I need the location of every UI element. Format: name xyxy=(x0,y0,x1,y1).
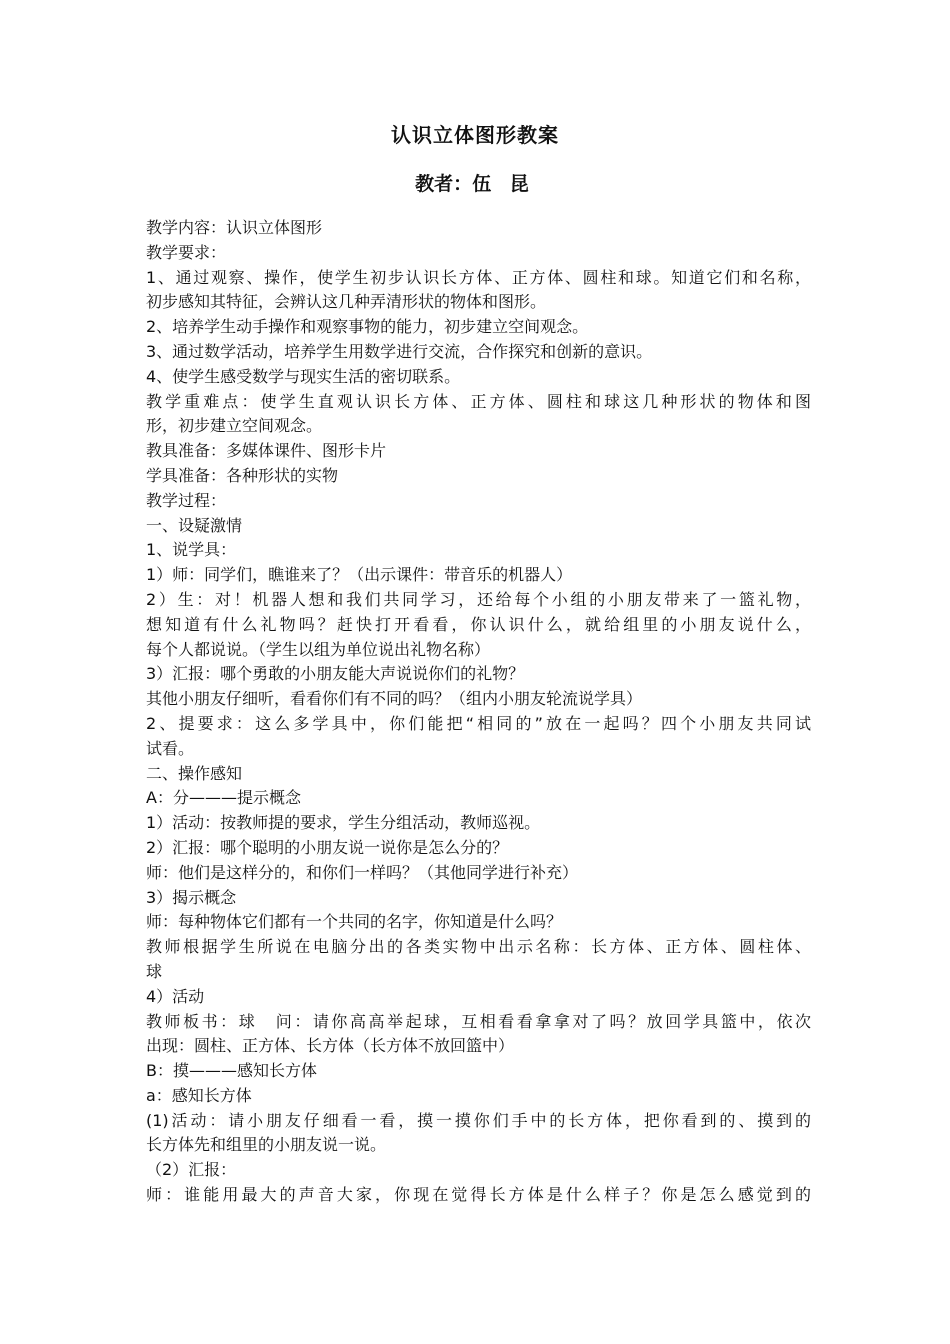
text-line: 师：他们是这样分的，和你们一样吗？（其他同学进行补充） xyxy=(146,862,579,882)
text-line: 想知道有什么礼物吗？赶快打开看看，你认识什么，就给组里的小朋友说什么， xyxy=(146,614,811,634)
text-line: 师：谁能用最大的声音大家，你现在觉得长方体是什么样子？你是怎么感觉到的 xyxy=(146,1185,811,1205)
text-line: 教学内容：认识立体图形 xyxy=(146,218,323,237)
text-line: (1)活动：请小朋友仔细看一看，摸一摸你们手中的长方体，把你看到的、摸到的 xyxy=(146,1110,811,1130)
text-line: 2、提要求：这么多学具中，你们能把“相同的”放在一起吗？四个小朋友共同试 xyxy=(146,713,811,733)
document-title: 认识立体图形教案 xyxy=(391,123,559,147)
text-line: （2）汇报： xyxy=(146,1160,237,1180)
text-line: 初步感知其特征，会辨认这几种弄清形状的物体和图形。 xyxy=(146,292,547,312)
text-line: 二、操作感知 xyxy=(146,763,243,783)
text-line: 3）汇报：哪个勇敢的小朋友能大声说说你们的礼物？ xyxy=(146,664,525,684)
text-line: 形，初步建立空间观念。 xyxy=(146,416,323,436)
text-line: 球 xyxy=(146,961,163,981)
text-line: 教师根据学生所说在电脑分出的各类实物中出示名称：长方体、正方体、圆柱体、 xyxy=(146,937,811,957)
text-line: 长方体先和组里的小朋友说一说。 xyxy=(146,1135,387,1155)
text-line: 教学要求： xyxy=(146,242,227,262)
text-line: 1、通过观察、操作，使学生初步认识长方体、正方体、圆柱和球。知道它们和名称， xyxy=(146,267,811,287)
text-line: 4、使学生感受数学与现实生活的密切联系。 xyxy=(146,366,461,386)
text-line: 教具准备：多媒体课件、图形卡片 xyxy=(146,441,387,461)
text-line: 学具准备：各种形状的实物 xyxy=(146,465,339,485)
text-line: 1）师：同学们，瞧谁来了？（出示课件：带音乐的机器人） xyxy=(146,565,573,585)
author-name: 伍 昆 xyxy=(472,173,535,195)
text-line: 一、设疑激情 xyxy=(146,515,243,535)
text-line: 教学过程： xyxy=(146,490,227,510)
text-line: 1）活动：按教师提的要求，学生分组活动，教师巡视。 xyxy=(146,813,541,833)
text-line: 试看。 xyxy=(146,738,195,758)
text-line: 2）汇报：哪个聪明的小朋友说一说你是怎么分的？ xyxy=(146,837,509,857)
text-line: 每个人都说说。（学生以组为单位说出礼物名称） xyxy=(146,639,491,659)
text-line: 其他小朋友仔细听，看看你们有不同的吗？（组内小朋友轮流说学具） xyxy=(146,689,643,709)
text-line: 3）揭示概念 xyxy=(146,887,237,907)
text-line: 1、说学具： xyxy=(146,540,237,560)
text-line: 3、通过数学活动，培养学生用数学进行交流，合作探究和创新的意识。 xyxy=(146,341,653,361)
author-line xyxy=(0,170,950,198)
text-line: a：感知长方体 xyxy=(146,1085,252,1105)
text-line: A：分———提示概念 xyxy=(146,788,301,808)
text-line: 2）生：对！机器人想和我们共同学习，还给每个小组的小朋友带来了一篮礼物， xyxy=(146,589,811,609)
text-line: 教学重难点：使学生直观认识长方体、正方体、圆柱和球这几种形状的物体和图 xyxy=(146,391,811,411)
text-line: 教师板书：球 问：请你高高举起球，互相看看拿拿对了吗？放回学具篮中，依次 xyxy=(146,1011,811,1031)
text-line: 出现：圆柱、正方体、长方体（长方体不放回篮中） xyxy=(146,1036,515,1056)
text-line: 4）活动 xyxy=(146,986,205,1006)
document-body xyxy=(146,216,811,1208)
text-line: B：摸———感知长方体 xyxy=(146,1061,317,1081)
text-line: 师：每种物体它们都有一个共同的名字，你知道是什么吗？ xyxy=(146,912,563,932)
author-label: 教者： xyxy=(415,173,473,195)
text-line: 2、培养学生动手操作和观察事物的能力，初步建立空间观念。 xyxy=(146,317,589,337)
